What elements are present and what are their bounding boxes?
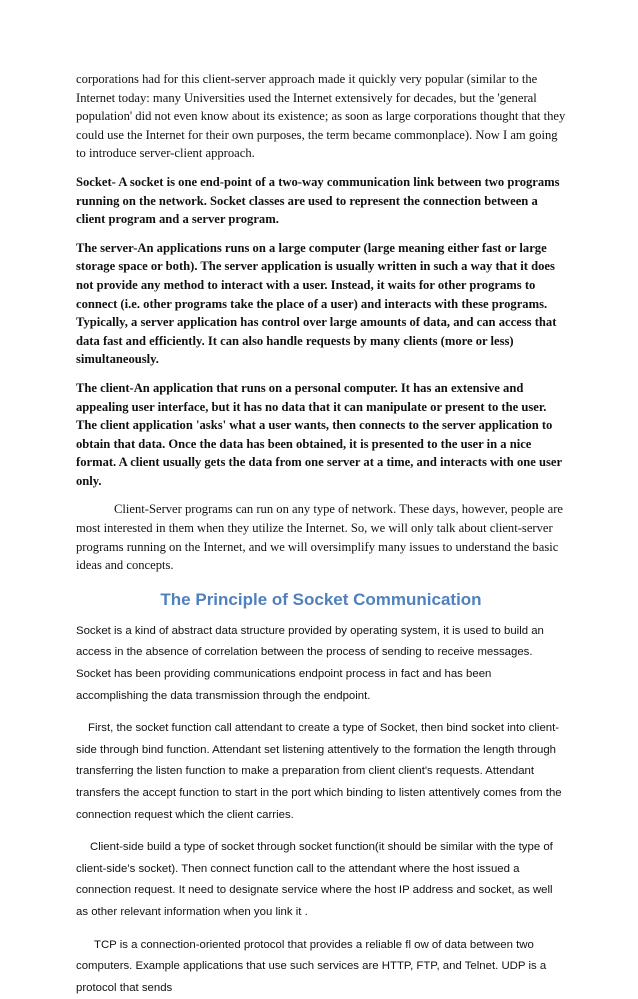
- document-page: [76, 70, 566, 999]
- section-paragraph-2: First, the socket function call attendant to create a type of Socket, then bind socket into client-side through bind function. Attendant set listening attentively to the formation the length through transferring the listen function to make a preparation from client client's requests. Attendant transfers the accept function to start in the port which binding to listen attentively comes from the connection request which the client carries.: [76, 722, 562, 821]
- section-paragraph-1: Socket is a kind of abstract data structure provided by operating system, it is used to build an access in the absence of correlation between the process of sending to receive messages. Socket has been providing communications endpoint process in fact and has been accomplishing the data transmission through the endpoint.: [76, 624, 544, 702]
- section-paragraph-4: TCP is a connection-oriented protocol that provides a reliable fl ow of data between two computers. Example applications that use such services are HTTP, FTP, and Telnet. UDP is a protocol that sends: [76, 938, 547, 994]
- server-definition: The server-An applications runs on a large computer (large meaning either fast or large storage space or both). The server application is usually written in such a way that it does not provide any method to interact with a user. Instead, it waits for other programs to connect (i.e. other programs take the place of a user) and interacts with these programs. Typically, a server application has control over large amounts of data, and can access that data fast and efficiently. It can also handle requests by many clients (more or less) simultaneously.: [76, 240, 557, 367]
- section-paragraph-3: Client-side build a type of socket through socket function(it should be similar with the type of client-side’s socket). Then connect function call to the attendant where the host issued a connection request. It need to designate service where the host IP address and socket, as well as other relevant information when you link it .: [76, 841, 553, 918]
- client-definition: The client-An application that runs on a personal computer. It has an extensive and appealing user interface, but it has no data that it can manipulate or present to the user. The client application 'asks' what a user wants, then connects to the server application to obtain that data. Once the data has been obtained, it is presented to the user in a nice format. A client usually gets the data from one server at a time, and interacts with one user only.: [76, 380, 562, 488]
- socket-definition: Socket- A socket is one end-point of a two-way communication link between two programs running on the network. Socket classes are used to represent the connection between a client program and a server program.: [76, 174, 560, 227]
- intro-paragraph: corporations had for this client-server approach made it quickly very popular (similar to the Internet today: many Universities used the Internet extensively for decades, but the 'general population' did not even know about its existence; as soon as large corporations thought that they could use the Internet for their own purposes, the term became commonplace). Now I am going to introduce server-client approach.: [76, 72, 566, 161]
- network-paragraph: Client-Server programs can run on any type of network. These days, however, people are most interested in them when they utilize the Internet. So, we will only talk about client-server programs running on the Internet, and we will oversimplify many issues to understand the basic ideas and concepts.: [76, 502, 563, 573]
- section-heading: The Principle of Socket Communication: [160, 589, 482, 609]
